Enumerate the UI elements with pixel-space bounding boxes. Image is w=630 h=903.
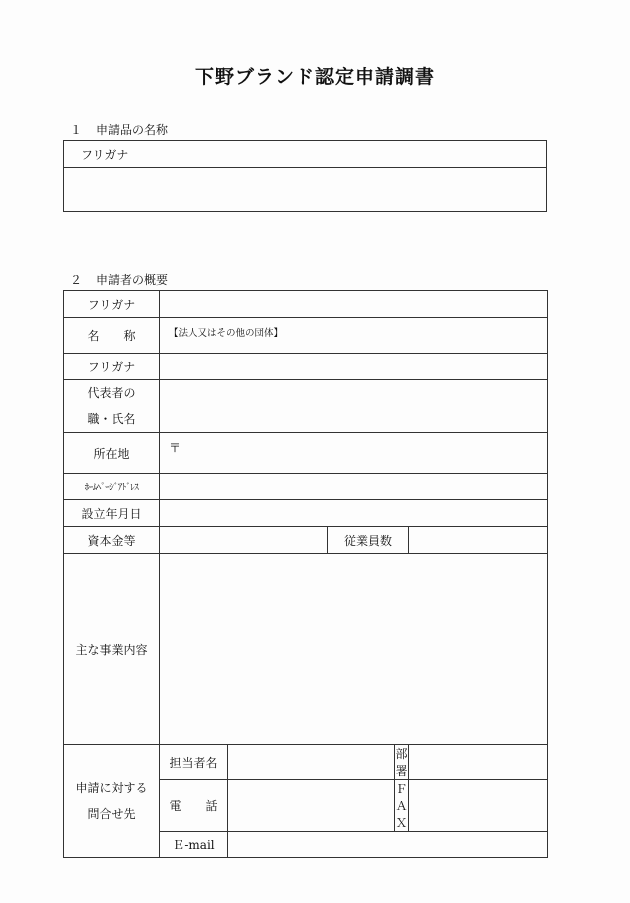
document-title: 下野ブランド認定申請調書 — [194, 66, 435, 88]
homepage-field[interactable] — [160, 474, 548, 500]
applicant-furigana-field[interactable] — [160, 291, 548, 318]
person-label: 担当者名 — [160, 745, 228, 780]
representative-furigana-label: フリガナ — [64, 354, 160, 380]
section1-number: １ — [70, 123, 83, 137]
employees-label: 従業員数 — [328, 527, 409, 554]
representative-label-line2: 職・氏名 — [87, 412, 136, 426]
business-label: 主な事業内容 — [64, 554, 160, 745]
applicant-overview-table — [63, 290, 548, 858]
established-label: 設立年月日 — [64, 500, 160, 527]
applicant-name-label: 名 称 — [64, 318, 160, 354]
department-label: 部 署 — [395, 745, 409, 780]
representative-label — [64, 380, 160, 433]
email-field[interactable] — [228, 832, 548, 858]
address-label: 所在地 — [64, 433, 160, 474]
fax-field[interactable] — [409, 780, 548, 832]
section2-heading — [70, 271, 168, 288]
applicant-name-field[interactable] — [160, 318, 548, 354]
representative-label-line1: 代表者の — [87, 386, 136, 400]
employees-field[interactable] — [409, 527, 548, 554]
department-field[interactable] — [409, 745, 548, 780]
fax-label: ＦＡＸ — [395, 780, 409, 832]
established-field[interactable] — [160, 500, 548, 527]
postal-mark: 〒 — [169, 441, 182, 455]
section1-heading-text: 申請品の名称 — [96, 123, 169, 137]
contact-label-line1: 申請に対する — [75, 781, 148, 795]
address-field[interactable] — [160, 433, 548, 474]
business-field[interactable] — [160, 554, 548, 745]
product-furigana-label: フリガナ — [81, 147, 129, 162]
applicant-furigana-label: フリガナ — [64, 291, 160, 318]
applicant-name-note: 【法人又はその他の団体】 — [169, 328, 284, 339]
homepage-label: ﾎｰﾑﾍﾟｰｼﾞｱﾄﾞﾚｽ — [64, 474, 160, 500]
person-field[interactable] — [228, 745, 395, 780]
section2-number: ２ — [70, 273, 83, 287]
phone-label: 電 話 — [160, 780, 228, 832]
representative-furigana-field[interactable] — [160, 354, 548, 380]
section1-heading — [70, 121, 168, 138]
representative-field[interactable] — [160, 380, 548, 433]
product-name-field[interactable] — [64, 168, 547, 212]
contact-label-line2: 問合せ先 — [87, 807, 136, 821]
capital-label: 資本金等 — [64, 527, 160, 554]
product-furigana-cell[interactable] — [64, 141, 547, 168]
contact-label — [64, 745, 160, 858]
capital-field[interactable] — [160, 527, 328, 554]
phone-field[interactable] — [228, 780, 395, 832]
email-label: Ｅ-mail — [160, 832, 228, 858]
section2-heading-text: 申請者の概要 — [96, 273, 169, 287]
product-name-table — [63, 140, 547, 212]
